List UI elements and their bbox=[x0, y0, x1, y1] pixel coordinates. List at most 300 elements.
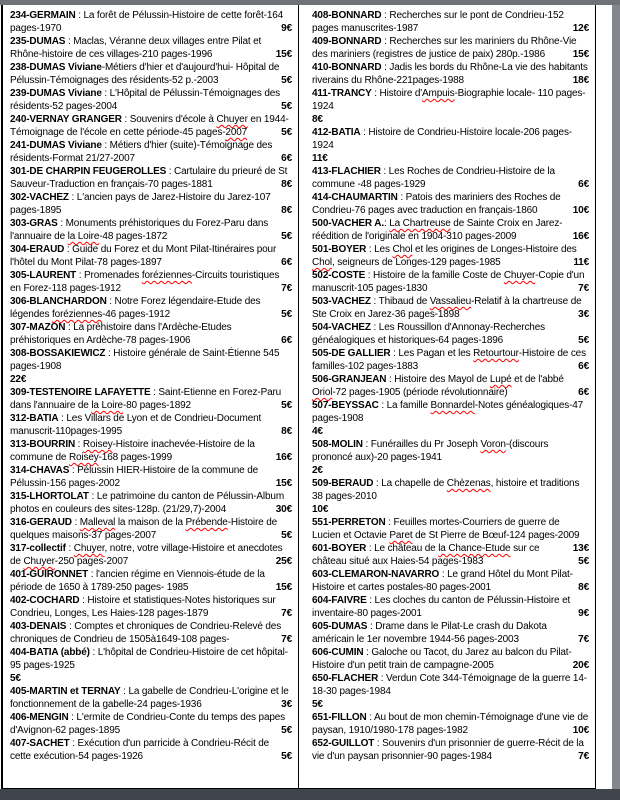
entry-separator: : bbox=[89, 647, 98, 658]
catalog-entry bbox=[312, 87, 589, 126]
entry-price: 5€ bbox=[281, 101, 292, 112]
entry-description: Maclas, Véranne deux villages entre Pilat et Rhône-histoire de ces villages-210 pages-1996 bbox=[10, 36, 262, 60]
misspelling-squiggle: Bonnardel bbox=[430, 400, 475, 411]
entry-separator: : bbox=[66, 621, 75, 632]
entry-separator: : bbox=[366, 543, 375, 554]
entry-ref: 650-FLACHER bbox=[312, 673, 379, 684]
entry-separator: : bbox=[76, 270, 85, 281]
catalog-entry bbox=[10, 490, 292, 516]
entry-separator: : bbox=[363, 647, 372, 658]
entry-price: 16€ bbox=[572, 231, 589, 242]
catalog-entry bbox=[10, 542, 292, 568]
misspelling-squiggle: la Loire bbox=[91, 400, 123, 411]
entry-ref: 314-CHAVAS bbox=[10, 465, 70, 476]
catalog-entry bbox=[10, 35, 292, 61]
entry-price: 10€ bbox=[312, 504, 329, 515]
entry-separator: : bbox=[101, 88, 110, 99]
entry-ref: 407-SACHET bbox=[10, 738, 70, 749]
entry-ref: 241-DUMAS Viviane bbox=[10, 140, 102, 151]
entry-ref: 309-TESTENOIRE LAFAYETTE bbox=[10, 387, 151, 398]
entry-description: Les Pagan et les Retourtour-Histoire de ces familles-102 pages-1883 bbox=[312, 348, 586, 372]
entry-price: 7€ bbox=[578, 751, 589, 762]
misspelling-squiggle: Oriol bbox=[312, 387, 333, 398]
entry-description: Au bout de mon chemin-Témoignage d'une vie de paysan, 1910/1980-178 pages-1982 bbox=[312, 712, 589, 736]
entry-description: Le château de la Chance-Etude sur ce château situé aux Haies-54 pages-1983 bbox=[312, 543, 540, 567]
entry-separator: : bbox=[366, 595, 375, 606]
catalog-entry bbox=[312, 373, 589, 399]
entry-separator: : bbox=[370, 322, 379, 333]
entry-ref: 304-ERAUD bbox=[10, 244, 65, 255]
catalog-entry bbox=[312, 737, 589, 763]
entry-separator: : bbox=[57, 218, 66, 229]
entry-price: 9€ bbox=[281, 23, 292, 34]
entry-description: Les Villars de Lyon et de Condrieu-Document manuscrit-110pages-1995 bbox=[10, 413, 262, 437]
entry-ref: 603-CLEMARON-NAVARRO bbox=[312, 569, 440, 580]
catalog-column-left bbox=[3, 5, 299, 788]
entry-description: Le grand Hôtel du Mont Pilat-Histoire et cartes postales-80 pages-2001 bbox=[312, 569, 573, 593]
entry-ref: 234-GERMAIN bbox=[10, 10, 76, 21]
entry-separator: : bbox=[65, 36, 74, 47]
entry-price: 16€ bbox=[275, 452, 292, 463]
entry-price: 8€ bbox=[281, 205, 292, 216]
entry-description: Histoire et statistiques-Notes historiques sur Condrieu, Longes, Les Haies-128 pages-1879 bbox=[10, 595, 276, 619]
entry-description: Les Roussillon d'Annonay-Recherches généalogiques et historiques-64 pages-1896 bbox=[312, 322, 545, 346]
entry-ref: 302-VACHEZ bbox=[10, 192, 69, 203]
entry-separator: : bbox=[65, 322, 74, 333]
catalog-entry bbox=[312, 295, 589, 321]
entry-separator: : bbox=[69, 465, 78, 476]
entry-price: 11€ bbox=[573, 257, 589, 268]
entry-separator: : bbox=[88, 569, 96, 580]
entry-ref: 606-CUMIN bbox=[312, 647, 364, 658]
entry-price: 5€ bbox=[10, 673, 21, 684]
entry-separator: : bbox=[397, 192, 406, 203]
entry-separator: : bbox=[166, 166, 175, 177]
entry-ref: 403-DENAIS bbox=[10, 621, 67, 632]
entry-description: Comptes et chroniques de Condrieu-Relevé des chroniques de Condrieu de 1505à1649-108 pages- bbox=[10, 621, 282, 645]
entry-description: L'ancien pays de Jarez-Histoire du Jarez-107 pages-1895 bbox=[10, 192, 271, 216]
entry-ref: 414-CHAUMARTIN bbox=[312, 192, 398, 203]
catalog-entry bbox=[312, 438, 589, 477]
misspelling-squiggle: Chol bbox=[392, 244, 413, 255]
entry-price: 6€ bbox=[281, 335, 292, 346]
entry-price: 15€ bbox=[275, 49, 292, 60]
entry-description: La préhistoire dans l'Ardèche-Etudes préhistoriques en Ardèche-78 pages-1906 bbox=[10, 322, 232, 346]
entry-description: Chuyer, notre, votre village-Histoire et anecdotes de Chuyer-250 pages-2007 bbox=[10, 543, 283, 567]
entry-price: 5€ bbox=[281, 751, 292, 762]
entry-separator: : bbox=[106, 296, 115, 307]
entry-ref: 408-BONNARD bbox=[312, 10, 382, 21]
entry-ref: 315-LHORTOLAT bbox=[10, 491, 89, 502]
entry-separator: : bbox=[101, 140, 110, 151]
catalog-entry bbox=[312, 269, 589, 295]
entry-separator: : bbox=[68, 192, 77, 203]
entry-price: 8€ bbox=[312, 114, 323, 125]
entry-price: 8€ bbox=[578, 582, 589, 593]
entry-description: Jadis les bords du Rhône-La vie des habitants riverains du Rhône-221pages-1988 bbox=[312, 62, 588, 86]
entry-price: 5€ bbox=[312, 699, 323, 710]
entry-ref: 235-DUMAS bbox=[10, 36, 66, 47]
entry-description: Les cloches du canton de Pélussin-Histoire et inventaire-80 pages-2001 bbox=[312, 595, 571, 619]
entry-ref: 307-MAZON bbox=[10, 322, 66, 333]
entry-price: 6€ bbox=[281, 153, 292, 164]
catalog-entry bbox=[10, 217, 292, 243]
catalog-entry bbox=[312, 191, 589, 217]
entry-ref: 410-BONNARD bbox=[312, 62, 382, 73]
entry-separator: : bbox=[383, 218, 390, 229]
entry-separator: : bbox=[65, 543, 74, 554]
entry-separator: : bbox=[69, 738, 78, 749]
entry-price: 22€ bbox=[10, 374, 27, 385]
entry-separator: : bbox=[120, 686, 129, 697]
catalog-entry bbox=[10, 191, 292, 217]
misspelling-squiggle: La Chartreuse bbox=[389, 218, 451, 229]
misspelling-squiggle: Ampuis bbox=[422, 88, 455, 99]
entry-price: 11€ bbox=[312, 153, 328, 164]
entry-price: 5€ bbox=[281, 127, 292, 138]
entry-price: 18€ bbox=[572, 75, 589, 86]
entry-separator: : bbox=[365, 270, 374, 281]
entry-price: 10€ bbox=[572, 205, 589, 216]
catalog-entry bbox=[10, 594, 292, 620]
catalog-table bbox=[1, 4, 596, 789]
entry-separator: : bbox=[367, 621, 376, 632]
entry-price: 7€ bbox=[281, 283, 292, 294]
entry-description: Les Chol et les origines de Longes-Histoire des Chol, seigneurs de Longes-129 pages-1985 bbox=[312, 244, 577, 268]
misspelling-squiggle: Malleval bbox=[79, 517, 116, 528]
entry-price: 6€ bbox=[578, 387, 589, 398]
catalog-entry bbox=[10, 61, 292, 87]
entry-ref: 604-FAIVRE bbox=[312, 595, 367, 606]
entry-separator: : bbox=[370, 296, 379, 307]
entry-price: 5€ bbox=[281, 400, 292, 411]
entry-separator: : bbox=[390, 348, 399, 359]
entry-price: 8€ bbox=[281, 426, 292, 437]
misspelling-squiggle: Roisey bbox=[68, 452, 99, 463]
entry-price: 12€ bbox=[572, 23, 589, 34]
entry-price: 7€ bbox=[578, 283, 589, 294]
entry-description: Promenades foréziennes-Circuits touristiques en Forez-118 pages-1912 bbox=[10, 270, 280, 294]
entry-separator: : bbox=[374, 738, 383, 749]
misspelling-squiggle: Chuyer bbox=[503, 270, 536, 281]
entry-description: Guide du Forez et du Mont Pilat-Itinéraires pour l'hôtel du Mont Pilat-78 pages-1897 bbox=[10, 244, 277, 268]
entry-price: 5€ bbox=[281, 309, 292, 320]
catalog-entry bbox=[10, 321, 292, 347]
entry-ref: 305-LAURENT bbox=[10, 270, 77, 281]
misspelling-squiggle: Lupé bbox=[489, 374, 512, 385]
entry-ref: 238-DUMAS Viviane bbox=[10, 62, 102, 73]
entry-price: 20€ bbox=[572, 660, 589, 671]
catalog-entry bbox=[10, 347, 292, 386]
entry-price: 7€ bbox=[578, 634, 589, 645]
entry-ref: 402-COCHARD bbox=[10, 595, 80, 606]
catalog-entry bbox=[10, 243, 292, 269]
entry-description: Verdun Cote 344-Témoignage de la guerre 14-18-30 pages-1984 bbox=[312, 673, 587, 697]
entry-description: Feuilles mortes-Courriers de guerre de Lucien et Octavie Paret de St Pierre de Bœuf-124 pages-2009 bbox=[312, 517, 580, 541]
misspelling-squiggle: foréziennes bbox=[52, 309, 103, 320]
catalog-column-right bbox=[299, 5, 595, 788]
entry-description: Exécution d'un parricide à Condrieu-Récit de cette exécution-54 pages-1926 bbox=[10, 738, 270, 762]
entry-price: 6€ bbox=[281, 257, 292, 268]
entry-description: Patois des mariniers des Roches de Condrieu-76 pages avec traduction en français-1860 bbox=[312, 192, 561, 216]
misspelling-squiggle: Roisey bbox=[82, 439, 113, 450]
entry-ref: 404-BATIA (abbé) bbox=[10, 647, 90, 658]
entry-ref: 601-BOYER bbox=[312, 543, 367, 554]
catalog-entry bbox=[10, 620, 292, 646]
entry-ref: 411-TRANCY bbox=[312, 88, 372, 99]
entry-separator: : bbox=[378, 673, 387, 684]
catalog-entry bbox=[312, 542, 589, 568]
entry-separator: : bbox=[360, 127, 369, 138]
catalog-entry bbox=[10, 165, 292, 191]
entry-description: Drame dans le Pilat-Le crash du Dakota américain le 1er novembre 1944-56 pages-2003 bbox=[312, 621, 547, 645]
misspelling-squiggle: Retourtour bbox=[473, 348, 519, 359]
entry-ref: 312-BATIA bbox=[10, 413, 59, 424]
entry-description: La chapelle de Chèzenas, histoire et traditions 38 pages-2010 bbox=[312, 478, 580, 502]
misspelling-squiggle: Paret bbox=[389, 530, 413, 541]
entry-price: 2€ bbox=[312, 465, 323, 476]
entry-description: Histoire générale de Saint-Étienne 545 pages-1908 bbox=[10, 348, 280, 372]
catalog-entry bbox=[10, 412, 292, 438]
misspelling-squiggle: Prébende bbox=[185, 517, 228, 528]
entry-ref: 303-GRAS bbox=[10, 218, 58, 229]
entry-ref: 306-BLANCHARDON bbox=[10, 296, 107, 307]
misspelling-squiggle: Voron bbox=[480, 439, 506, 450]
entry-price: 5€ bbox=[281, 231, 292, 242]
entry-separator: : bbox=[64, 244, 73, 255]
entry-price: 6€ bbox=[578, 361, 589, 372]
entry-description: Histoire de Condrieu-Histoire locale-206 pages-1924 bbox=[312, 127, 572, 151]
catalog-entry bbox=[10, 295, 292, 321]
entry-description: Notre Forez légendaire-Etude des légendes foréziennes-46 pages-1912 bbox=[10, 296, 261, 320]
entry-separator: : bbox=[68, 712, 77, 723]
catalog-entry bbox=[10, 438, 292, 464]
entry-separator: : bbox=[381, 62, 390, 73]
misspelling-squiggle: la Chance-Etude bbox=[438, 543, 511, 554]
entry-separator: : bbox=[75, 10, 84, 21]
entry-ref: 413-FLACHIER bbox=[312, 166, 381, 177]
entry-separator: - bbox=[101, 62, 105, 73]
entry-price: 13€ bbox=[572, 543, 589, 554]
catalog-entry bbox=[312, 165, 589, 191]
page-edge-bottom bbox=[0, 789, 620, 800]
catalog-entry bbox=[312, 620, 589, 646]
entry-ref: 240-VERNAY GRANGER bbox=[10, 114, 122, 125]
entry-description: l'ancien régime en Viennois-étude de la période de 1650 à 1789-250 pages- 1985 bbox=[10, 569, 265, 593]
entry-description: Les Roches de Condrieu-Histoire de la commune -48 pages-1929 bbox=[312, 166, 555, 190]
entry-description: Histoire des Mayol de Lupé et de l'abbé Oriol-72 pages-1905 (période révolutionnaire) bbox=[312, 374, 564, 398]
entry-separator: : bbox=[366, 712, 374, 723]
catalog-entry bbox=[312, 9, 589, 35]
entry-description: L'hôpital de Condrieu-Histoire de cet hôpital-95 pages-1925 bbox=[10, 647, 288, 671]
catalog-entry bbox=[10, 646, 292, 685]
entry-description: L'ermite de Condrieu-Conte du temps des papes d'Avignon-62 pages-1895 bbox=[10, 712, 286, 736]
entry-price: 7€ bbox=[281, 634, 292, 645]
entry-description: Le patrimoine du canton de Pélussin-Album photos en couleurs des sites-128p. (21/29,7)-2004 bbox=[10, 491, 285, 515]
entry-ref: 301-DE CHARPIN FEUGEROLLES bbox=[10, 166, 167, 177]
entry-description: Cartulaire du prieuré de St Sauveur-Traduction en français-70 pages-1881 bbox=[10, 166, 288, 190]
entry-ref: 313-BOURRIN bbox=[10, 439, 76, 450]
entry-description: Souvenirs d'école à Chuyer en 1944-Témoignage de l'école en cette période-45 pages-2007 bbox=[10, 114, 289, 138]
entry-ref: 507-BEYSSAC bbox=[312, 400, 379, 411]
entry-separator: : bbox=[366, 244, 375, 255]
entry-ref: 405-MARTIN et TERNAY bbox=[10, 686, 121, 697]
entry-description: Recherches sur les mariniers du Rhône-Vie des mariniers (registres de justice de paix) 280p.-1986 bbox=[312, 36, 577, 60]
entry-ref: 412-BATIA bbox=[312, 127, 361, 138]
entry-ref: 551-PERRETON bbox=[312, 517, 386, 528]
entry-description: Malleval la maison de la Prébende-Histoire de quelques maisons-37 pages-2007 bbox=[10, 517, 278, 541]
catalog-entry bbox=[10, 113, 292, 139]
entry-description: La Chartreuse de Sainte Croix en Jarez-réédition de l'originale en 1904-310 pages-2009 bbox=[312, 218, 563, 242]
page-edge-top bbox=[0, 0, 620, 5]
misspelling-squiggle: Chuyer bbox=[216, 114, 248, 125]
catalog-entry bbox=[312, 399, 589, 438]
entry-ref: 409-BONNARD bbox=[312, 36, 382, 47]
catalog-entry bbox=[10, 386, 292, 412]
entry-ref: 605-DUMAS bbox=[312, 621, 368, 632]
catalog-entry bbox=[312, 477, 589, 516]
entry-price: 5€ bbox=[578, 556, 589, 567]
entry-ref: 502-COSTE bbox=[312, 270, 366, 281]
catalog-entry bbox=[10, 9, 292, 35]
entry-ref: 308-BOSSAKIEWICZ bbox=[10, 348, 106, 359]
catalog-entry bbox=[10, 269, 292, 295]
entry-price: 25€ bbox=[275, 556, 292, 567]
catalog-entry bbox=[10, 516, 292, 542]
entry-price: 8€ bbox=[281, 179, 292, 190]
entry-description: Monuments préhistoriques du Forez-Paru dans l'annuaire de la Loire-48 pages-1872 bbox=[10, 218, 269, 242]
entry-description: Galoche ou Tacot, du Jarez au balcon du Pilat-Histoire d'un petit train de campagne-2005 bbox=[312, 647, 572, 671]
entry-price: 5€ bbox=[578, 335, 589, 346]
entry-description: L'Hôpital de Pélussin-Témoignages des résidents-52 pages-2004 bbox=[10, 88, 280, 112]
entry-ref: 504-VACHEZ bbox=[312, 322, 371, 333]
misspelling-squiggle: Chol bbox=[312, 257, 332, 268]
entry-ref: 239-DUMAS Viviane bbox=[10, 88, 102, 99]
entry-price: 15€ bbox=[572, 49, 589, 60]
misspelling-squiggle: la Loire bbox=[67, 231, 100, 242]
entry-description: Thibaud de Vassalieu-Relatif à la chartreuse de Ste Croix en Jarez-36 pages-1898 bbox=[312, 296, 582, 320]
catalog-entry bbox=[312, 126, 589, 165]
catalog-entry bbox=[10, 139, 292, 165]
entry-separator: : bbox=[121, 114, 130, 125]
entry-price: 3€ bbox=[578, 309, 589, 320]
entry-separator: : bbox=[79, 595, 88, 606]
entry-price: 6€ bbox=[578, 179, 589, 190]
entry-description: Histoire de la famille Coste de Chuyer-Copie d'un manuscrit-105 pages-1830 bbox=[312, 270, 585, 294]
misspelling-squiggle: foréziennes bbox=[141, 270, 192, 281]
entry-ref: 500-VACHER A. bbox=[312, 218, 384, 229]
catalog-entry bbox=[312, 568, 589, 594]
catalog-entry bbox=[312, 217, 589, 243]
catalog-entry bbox=[312, 321, 589, 347]
entry-description: Souvenirs d'un prisonnier de guerre-Récit de la vie d'un paysan prisonnier-90 pages-1984 bbox=[312, 738, 584, 762]
entry-price: 4€ bbox=[312, 426, 323, 437]
catalog-entry bbox=[312, 646, 589, 672]
catalog-entry bbox=[312, 594, 589, 620]
page-edge-right bbox=[612, 0, 620, 800]
entry-price: 3€ bbox=[281, 699, 292, 710]
entry-ref: 652-GUILLOT bbox=[312, 738, 375, 749]
entry-ref: 406-MENGIN bbox=[10, 712, 69, 723]
entry-separator: : bbox=[58, 413, 67, 424]
entry-separator: : bbox=[385, 517, 394, 528]
entry-separator: : bbox=[381, 36, 390, 47]
catalog-entry bbox=[312, 35, 589, 61]
entry-separator: : bbox=[373, 478, 382, 489]
entry-ref: 501-BOYER bbox=[312, 244, 367, 255]
misspelling-squiggle: Chuyer bbox=[73, 543, 105, 554]
entry-ref: 317-collectif bbox=[10, 543, 66, 554]
entry-ref: 401-GUIRONNET bbox=[10, 569, 89, 580]
entry-separator: : bbox=[150, 387, 159, 398]
misspelling-squiggle: Chuyer bbox=[23, 556, 55, 567]
entry-price: 10€ bbox=[572, 725, 589, 736]
entry-separator: : bbox=[386, 374, 395, 385]
entry-description: Métiers d'hier et d'aujourd'hui- Hôpital de Pélussin-Témoignages des résidents-52 p.-2003 bbox=[10, 62, 280, 86]
entry-separator: : bbox=[380, 166, 389, 177]
entry-ref: 508-MOLIN bbox=[312, 439, 363, 450]
catalog-entry bbox=[10, 568, 292, 594]
entry-price: 9€ bbox=[578, 608, 589, 619]
catalog-entry bbox=[10, 87, 292, 113]
entry-ref: 651-FILLON bbox=[312, 712, 367, 723]
entry-separator: : bbox=[75, 439, 83, 450]
entry-description: Funérailles du Pr Joseph Voron-(discours prononcé aux)-20 pages-1941 bbox=[312, 439, 549, 463]
misspelling-squiggle: Vassalieu bbox=[429, 296, 472, 307]
misspelling-squiggle: Chèzenas bbox=[446, 478, 491, 489]
entry-description: Recherches sur le pont de Condrieu-152 pages manuscrites-1987 bbox=[312, 10, 564, 34]
misspelling-squiggle: 2007 bbox=[225, 127, 248, 138]
entry-description: La forêt de Pélussin-Histoire de cette forêt-164 pages-1970 bbox=[10, 10, 284, 34]
entry-description: La gabelle de Condrieu-L'origine et le fonctionnement de la gabelle-24 pages-1936 bbox=[10, 686, 289, 710]
entry-price: 5€ bbox=[281, 75, 292, 86]
entry-separator: : bbox=[371, 88, 380, 99]
entry-separator: : bbox=[105, 348, 114, 359]
entry-separator: : bbox=[88, 491, 97, 502]
entry-separator: : bbox=[439, 569, 448, 580]
entry-price: 30€ bbox=[275, 504, 292, 515]
catalog-entry bbox=[312, 243, 589, 269]
entry-separator: : bbox=[71, 517, 80, 528]
entry-description: La famille Bonnardel-Notes généalogiques-47 pages-1908 bbox=[312, 400, 584, 424]
catalog-entry bbox=[312, 711, 589, 737]
catalog-entry bbox=[10, 711, 292, 737]
catalog-entry bbox=[10, 685, 292, 711]
entry-description: Métiers d'hier (suite)-Témoignage des résidents-Format 21/27-2007 bbox=[10, 140, 273, 164]
entry-separator: : bbox=[378, 400, 387, 411]
entry-ref: 505-DE GALLIER bbox=[312, 348, 391, 359]
catalog-entry bbox=[312, 347, 589, 373]
entry-description: Roisey-Histoire inachevée-Histoire de la commune de Roisey-168 pages-1999 bbox=[10, 439, 255, 463]
entry-ref: 506-GRANJEAN bbox=[312, 374, 387, 385]
catalog-entry bbox=[312, 672, 589, 711]
entry-price: 15€ bbox=[275, 582, 292, 593]
entry-price: 5€ bbox=[281, 725, 292, 736]
entry-description: Pélussin HIER-Histoire de la commune de Pélussin-156 pages-2002 bbox=[10, 465, 259, 489]
entry-separator: : bbox=[381, 10, 390, 21]
entry-price: 7€ bbox=[281, 608, 292, 619]
entry-ref: 316-GERAUD bbox=[10, 517, 72, 528]
catalog-entry bbox=[10, 464, 292, 490]
entry-description: Saint-Etienne en Forez-Paru dans l'annuaire de la Loire-80 pages-1892 bbox=[10, 387, 282, 411]
entry-ref: 503-VACHEZ bbox=[312, 296, 371, 307]
catalog-entry bbox=[10, 737, 292, 763]
entry-ref: 509-BERAUD bbox=[312, 478, 374, 489]
entry-description: Histoire d'Ampuis-Biographie locale- 110 pages-1924 bbox=[312, 88, 586, 112]
entry-price: 5€ bbox=[281, 530, 292, 541]
catalog-entry bbox=[312, 61, 589, 87]
entry-separator: : bbox=[362, 439, 371, 450]
